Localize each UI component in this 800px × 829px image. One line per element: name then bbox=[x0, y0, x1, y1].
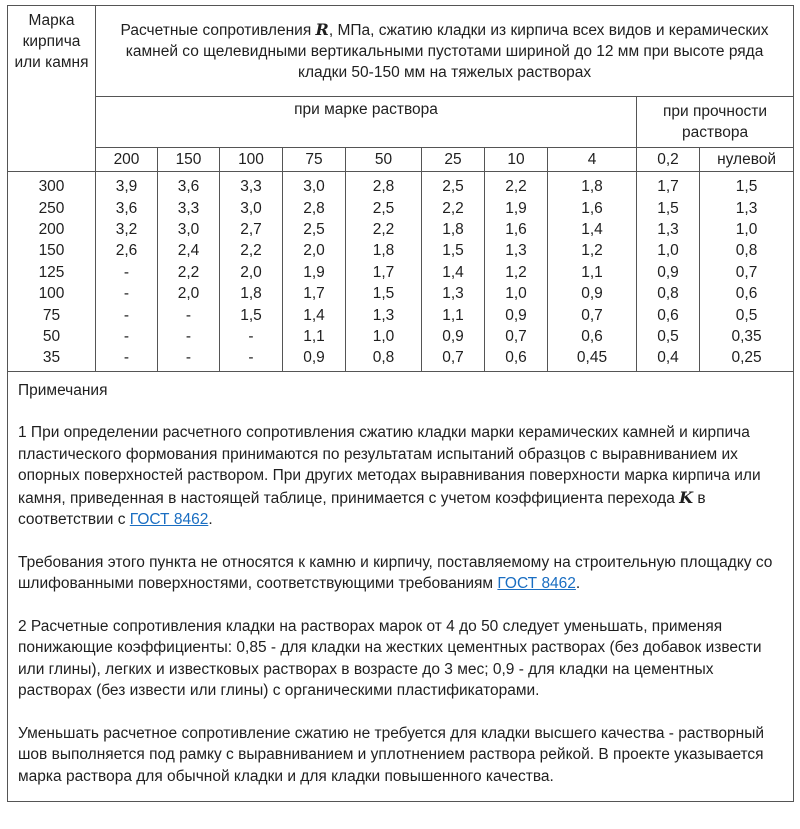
resistance-table bbox=[7, 5, 794, 802]
table-cell: 2,5 bbox=[283, 219, 346, 240]
table-cell: 1,9 bbox=[485, 197, 548, 218]
table-cell: 0,9 bbox=[422, 326, 485, 347]
row-mark: 250 bbox=[8, 197, 96, 218]
table-cell: - bbox=[96, 347, 158, 371]
gost-8462-link[interactable]: ГОСТ 8462 bbox=[129, 511, 209, 529]
table-cell: 2,7 bbox=[220, 219, 283, 240]
row-mark: 125 bbox=[8, 262, 96, 283]
col-header: 100 bbox=[220, 148, 283, 172]
table-header bbox=[8, 6, 794, 172]
table-cell: 3,0 bbox=[283, 172, 346, 198]
table-cell: 0,8 bbox=[637, 283, 700, 304]
table-cell: 1,1 bbox=[548, 262, 637, 283]
mark-column-header: Марка кирпича или камня bbox=[8, 6, 96, 172]
table-cell: 1,4 bbox=[548, 219, 637, 240]
table-title: Расчетные сопротивления R, МПа, сжатию кладки из кирпича всех видов и керамических камней со щелевидными вертикальными пустотами шириной до 12 мм при высоте ряда кладки 50-150 мм на тяжелых растворах bbox=[96, 6, 794, 97]
col-header: 200 bbox=[96, 148, 158, 172]
table-cell: 1,7 bbox=[283, 283, 346, 304]
table-cell: 1,5 bbox=[700, 172, 794, 198]
table-cell: 1,4 bbox=[283, 304, 346, 325]
table-cell: 1,2 bbox=[548, 240, 637, 261]
table-cell: - bbox=[96, 283, 158, 304]
table-cell: 0,8 bbox=[700, 240, 794, 261]
table-cell: 0,9 bbox=[283, 347, 346, 371]
table-cell: 0,7 bbox=[548, 304, 637, 325]
table-cell: 3,3 bbox=[220, 172, 283, 198]
table-cell: 0,9 bbox=[548, 283, 637, 304]
table-cell: 2,8 bbox=[346, 172, 422, 198]
table-cell: 1,0 bbox=[485, 283, 548, 304]
table-cell: 0,6 bbox=[700, 283, 794, 304]
table-cell: 0,45 bbox=[548, 347, 637, 371]
row-mark: 150 bbox=[8, 240, 96, 261]
table-row bbox=[8, 283, 794, 304]
table-cell: 0,35 bbox=[700, 326, 794, 347]
table-cell: - bbox=[220, 326, 283, 347]
table-cell: 0,6 bbox=[485, 347, 548, 371]
group-mortar-header: при марке раствора bbox=[96, 97, 637, 148]
col-header: 25 bbox=[422, 148, 485, 172]
table-cell: 1,8 bbox=[548, 172, 637, 198]
table-cell: 2,0 bbox=[158, 283, 220, 304]
table-cell: - bbox=[158, 347, 220, 371]
symbol-k: K bbox=[679, 487, 694, 507]
document-page bbox=[7, 5, 793, 823]
col-header: 4 bbox=[548, 148, 637, 172]
gost-8462-link[interactable]: ГОСТ 8462 bbox=[497, 575, 576, 593]
group-strength-header: при прочности раствора bbox=[637, 97, 794, 148]
table-cell: 1,3 bbox=[485, 240, 548, 261]
table-cell: 0,9 bbox=[485, 304, 548, 325]
table-body bbox=[8, 172, 794, 372]
table-cell: 2,2 bbox=[158, 262, 220, 283]
table-cell: 2,6 bbox=[96, 240, 158, 261]
table-cell: 1,5 bbox=[637, 197, 700, 218]
col-header: нулевой bbox=[700, 148, 794, 172]
table-row bbox=[8, 304, 794, 325]
table-cell: 1,3 bbox=[422, 283, 485, 304]
table-cell: 0,7 bbox=[422, 347, 485, 371]
table-cell: 2,0 bbox=[220, 262, 283, 283]
table-cell: - bbox=[158, 304, 220, 325]
table-cell: 3,2 bbox=[96, 219, 158, 240]
table-cell: 1,0 bbox=[637, 240, 700, 261]
table-cell: 1,2 bbox=[485, 262, 548, 283]
table-cell: 1,6 bbox=[485, 219, 548, 240]
table-cell: 0,6 bbox=[637, 304, 700, 325]
table-cell: - bbox=[220, 347, 283, 371]
col-header: 10 bbox=[485, 148, 548, 172]
table-cell: 3,0 bbox=[220, 197, 283, 218]
row-mark: 300 bbox=[8, 172, 96, 198]
table-cell: 3,3 bbox=[158, 197, 220, 218]
row-mark: 35 bbox=[8, 347, 96, 371]
col-header: 150 bbox=[158, 148, 220, 172]
row-mark: 75 bbox=[8, 304, 96, 325]
row-mark: 200 bbox=[8, 219, 96, 240]
table-cell: 2,8 bbox=[283, 197, 346, 218]
table-cell: 1,7 bbox=[637, 172, 700, 198]
table-cell: 0,8 bbox=[346, 347, 422, 371]
table-cell: 1,3 bbox=[637, 219, 700, 240]
table-cell: 0,9 bbox=[637, 262, 700, 283]
table-cell: - bbox=[158, 326, 220, 347]
table-cell: 1,4 bbox=[422, 262, 485, 283]
col-header: 0,2 bbox=[637, 148, 700, 172]
table-cell: 3,6 bbox=[158, 172, 220, 198]
table-cell: 1,1 bbox=[283, 326, 346, 347]
table-cell: 3,9 bbox=[96, 172, 158, 198]
col-header: 50 bbox=[346, 148, 422, 172]
table-cell: 1,3 bbox=[700, 197, 794, 218]
table-cell: 1,8 bbox=[220, 283, 283, 304]
table-cell: 3,0 bbox=[158, 219, 220, 240]
table-cell: 1,9 bbox=[283, 262, 346, 283]
notes-section bbox=[8, 371, 794, 802]
table-cell: 0,7 bbox=[700, 262, 794, 283]
table-cell: - bbox=[96, 262, 158, 283]
table-row bbox=[8, 172, 794, 198]
notes-cell bbox=[8, 371, 794, 802]
table-cell: 2,0 bbox=[283, 240, 346, 261]
table-cell: 2,2 bbox=[346, 219, 422, 240]
table-cell: - bbox=[96, 326, 158, 347]
col-header: 75 bbox=[283, 148, 346, 172]
symbol-r: R bbox=[315, 20, 329, 39]
note-1: 1 При определении расчетного сопротивления сжатию кладки марки керамических камней и кирпича пластического формования принимаются по результатам испытаний образцов с выравниванием их опорных поверхностей раствором. При других методах выравнивания поверхности марка кирпича или камня, приведенная в настоящей таблице, принимается с учетом коэффициента перехода K в соответствии с ГОСТ 8462. bbox=[18, 424, 761, 529]
table-cell: 1,6 bbox=[548, 197, 637, 218]
table-cell: 0,7 bbox=[485, 326, 548, 347]
table-cell: 1,0 bbox=[700, 219, 794, 240]
table-row bbox=[8, 347, 794, 371]
table-cell: 1,7 bbox=[346, 262, 422, 283]
table-cell: 0,6 bbox=[548, 326, 637, 347]
table-cell: 1,5 bbox=[422, 240, 485, 261]
table-cell: 3,6 bbox=[96, 197, 158, 218]
notes-heading: Примечания bbox=[18, 381, 108, 399]
table-cell: 0,5 bbox=[637, 326, 700, 347]
table-cell: 0,25 bbox=[700, 347, 794, 371]
table-cell: 1,5 bbox=[220, 304, 283, 325]
note-2-continued: Уменьшать расчетное сопротивление сжатию не требуется для кладки высшего качества - растворный шов выполняется под рамку с выравниванием и уплотнением раствора рейкой. В проекте указывается марка раствора для обычной кладки и для кладки повышенного качества. bbox=[18, 724, 765, 785]
table-row bbox=[8, 197, 794, 218]
table-cell: 2,5 bbox=[422, 172, 485, 198]
row-mark: 50 bbox=[8, 326, 96, 347]
table-cell: 1,0 bbox=[346, 326, 422, 347]
table-cell: 2,4 bbox=[158, 240, 220, 261]
table-cell: - bbox=[96, 304, 158, 325]
table-cell: 2,5 bbox=[346, 197, 422, 218]
note-1-continued: Требования этого пункта не относятся к камню и кирпичу, поставляемому на строительную площадку со шлифованными поверхностями, соответствующими требованиям ГОСТ 8462. bbox=[18, 553, 773, 593]
table-row bbox=[8, 326, 794, 347]
row-mark: 100 bbox=[8, 283, 96, 304]
table-cell: 1,5 bbox=[346, 283, 422, 304]
table-cell: 1,1 bbox=[422, 304, 485, 325]
note-2: 2 Расчетные сопротивления кладки на растворах марок от 4 до 50 следует уменьшать, применяя понижающие коэффициенты: 0,85 - для кладки на жестких цементных растворах (без добавок извести или глины), легких и известковых растворах в возрасте до 3 мес; 0,9 - для кладки на цементных растворах (без извести или глины) с органическими пластификаторами. bbox=[18, 617, 762, 700]
table-cell: 1,8 bbox=[422, 219, 485, 240]
table-cell: 2,2 bbox=[485, 172, 548, 198]
table-row bbox=[8, 262, 794, 283]
table-cell: 0,5 bbox=[700, 304, 794, 325]
table-cell: 1,8 bbox=[346, 240, 422, 261]
table-cell: 2,2 bbox=[220, 240, 283, 261]
table-cell: 1,3 bbox=[346, 304, 422, 325]
table-cell: 0,4 bbox=[637, 347, 700, 371]
table-row bbox=[8, 240, 794, 261]
table-cell: 2,2 bbox=[422, 197, 485, 218]
table-row bbox=[8, 219, 794, 240]
